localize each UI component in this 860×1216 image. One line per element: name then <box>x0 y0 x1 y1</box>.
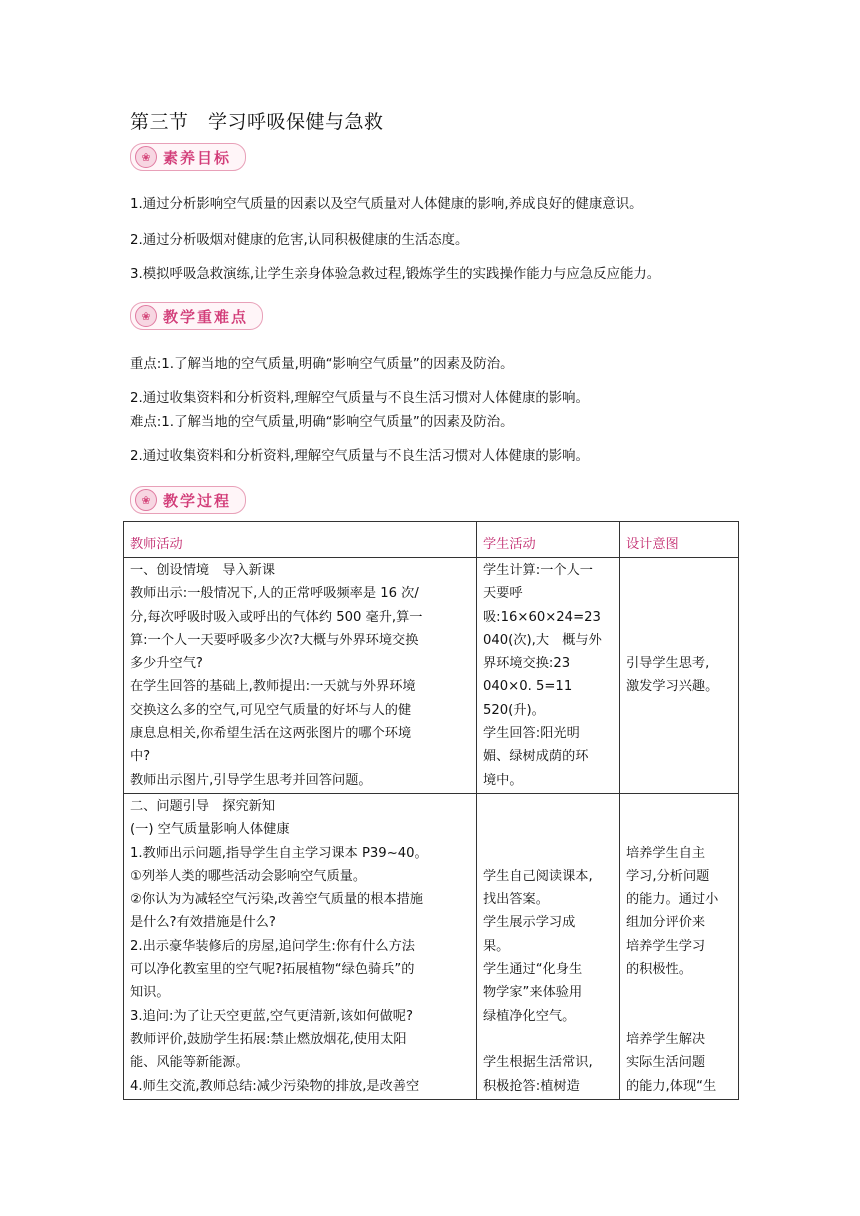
keypoint-item: 2.通过收集资料和分析资料,理解空气质量与不良生活习惯对人体健康的影响。 <box>130 391 589 406</box>
cell-line: 培养学生学习 <box>626 938 706 954</box>
section-badge-process <box>130 486 246 514</box>
cell-line: 找出答案。 <box>483 892 549 908</box>
cell-line: 媚、绿树成荫的环 <box>483 749 589 765</box>
goal-item: 3.模拟呼吸急救演练,让学生亲身体验急救过程,锻炼学生的实践操作能力与应急反应能力。 <box>130 267 661 282</box>
cell-line: 教师评价,鼓励学生拓展:禁止燃放烟花,使用太阳 <box>130 1031 407 1047</box>
student-cell <box>477 558 620 794</box>
cell-line: 培养学生自主 <box>626 845 706 861</box>
cell-line: 学生自己阅读课本, <box>483 868 593 884</box>
cell-line: 物学家”来体验用 <box>483 985 583 1001</box>
cell-line: 绿植净化空气。 <box>483 1008 576 1024</box>
cell-line: 2.出示豪华装修后的房屋,追问学生:你有什么方法 <box>130 938 415 954</box>
cell-line: 学生回答:阳光明 <box>483 726 580 742</box>
cell-line: ①列举人类的哪些活动会影响空气质量。 <box>130 868 367 884</box>
cell-line: 学习,分析问题 <box>626 868 710 884</box>
keypoint-item: 难点:1.了解当地的空气质量,明确“影响空气质量”的因素及防治。 <box>130 415 514 430</box>
intent-cell <box>620 558 739 794</box>
cell-line <box>626 981 732 1004</box>
goal-item: 1.通过分析影响空气质量的因素以及空气质量对人体健康的影响,养成良好的健康意识。 <box>130 197 643 212</box>
cell-line: 实际生活问题 <box>626 1055 706 1071</box>
cell-line <box>483 842 613 865</box>
cell-line: 的能力。通过小 <box>626 892 719 908</box>
cell-line: 学生计算:一个人一 <box>483 563 593 578</box>
cell-line: 的能力,体现“生 <box>626 1078 717 1094</box>
cell-line <box>626 818 732 841</box>
cell-line <box>626 795 732 818</box>
section-badge-goals <box>130 143 246 171</box>
cell-line: 多少升空气? <box>130 656 203 672</box>
flower-icon: ❀ <box>135 489 157 511</box>
section-badge-label: 教学重难点 <box>163 307 249 326</box>
table-header-row <box>124 522 739 558</box>
header-teacher: 教师活动 <box>124 522 477 558</box>
cell-line: 交换这么多的空气,可见空气质量的好坏与人的健 <box>130 702 412 718</box>
intent-cell <box>620 793 739 1099</box>
cell-line: 吸:16×60×24=23 <box>483 609 601 625</box>
student-cell <box>477 793 620 1099</box>
cell-line: 积极抢答:植树造 <box>483 1078 580 1094</box>
header-student: 学生活动 <box>477 522 620 558</box>
cell-line: 学生展示学习成 <box>483 915 576 931</box>
cell-line: 040×0. 5=11 <box>483 679 573 695</box>
table-row <box>124 558 739 794</box>
cell-line: 天要呼 <box>483 586 523 602</box>
cell-line: 是什么?有效措施是什么? <box>130 915 276 931</box>
cell-line: 学生根据生活常识, <box>483 1055 593 1071</box>
page-title: 第三节 学习呼吸保健与急救 <box>130 111 384 133</box>
cell-line: ②你认为为减轻空气污染,改善空气质量的根本措施 <box>130 892 423 908</box>
cell-line: 能、风能等新能源。 <box>130 1055 249 1071</box>
teacher-cell <box>124 793 477 1099</box>
cell-line: 中? <box>130 749 151 765</box>
cell-line <box>483 818 613 841</box>
cell-line: (一) 空气质量影响人体健康 <box>130 822 290 838</box>
cell-line: 4.师生交流,教师总结:减少污染物的排放,是改善空 <box>130 1078 420 1094</box>
flower-icon: ❀ <box>135 305 157 327</box>
header-intent: 设计意图 <box>620 522 739 558</box>
cell-line <box>483 1028 613 1051</box>
cell-line: 学生通过“化身生 <box>483 962 583 978</box>
teacher-cell <box>124 558 477 794</box>
cell-line: 可以净化教室里的空气呢?拓展植物“绿色骑兵”的 <box>130 962 415 978</box>
cell-line: 1.教师出示问题,指导学生自主学习课本 P39~40。 <box>130 845 428 861</box>
cell-line: 一、创设情境 导入新课 <box>130 563 276 578</box>
cell-line <box>626 1005 732 1028</box>
cell-line: 知识。 <box>130 985 170 1001</box>
flower-icon: ❀ <box>135 146 157 168</box>
cell-line: 分,每次呼吸时吸入或呼出的气体约 500 毫升,算一 <box>130 609 423 625</box>
cell-line: 的积极性。 <box>626 962 692 978</box>
section-badge-label: 教学过程 <box>163 491 232 510</box>
cell-line: 二、问题引导 探究新知 <box>130 798 276 814</box>
cell-line: 激发学习兴趣。 <box>626 679 719 695</box>
cell-line: 520(升)。 <box>483 702 545 718</box>
cell-line: 界环境交换:23 <box>483 656 571 672</box>
cell-line: 3.追问:为了让天空更蓝,空气更清新,该如何做呢? <box>130 1008 413 1024</box>
cell-line: 引导学生思考, <box>626 656 710 672</box>
keypoint-item: 2.通过收集资料和分析资料,理解空气质量与不良生活习惯对人体健康的影响。 <box>130 449 589 464</box>
cell-line: 教师出示图片,引导学生思考并回答问题。 <box>130 772 372 788</box>
section-badge-label: 素养目标 <box>163 148 232 167</box>
cell-line: 康息息相关,你希望生活在这两张图片的哪个环境 <box>130 726 412 742</box>
section-badge-keypoints <box>130 302 263 330</box>
cell-line: 040(次),大 概与外 <box>483 632 602 648</box>
goal-item: 2.通过分析吸烟对健康的危害,认同积极健康的生活态度。 <box>130 233 469 248</box>
lesson-process-table <box>123 521 739 1100</box>
table-row <box>124 793 739 1099</box>
cell-line: 教师出示:一般情况下,人的正常呼吸频率是 16 次/ <box>130 586 419 602</box>
cell-line <box>483 795 613 818</box>
cell-line: 算:一个人一天要呼吸多少次?大概与外界环境交换 <box>130 632 419 648</box>
cell-line: 境中。 <box>483 772 523 788</box>
cell-line: 果。 <box>483 938 510 954</box>
cell-line: 培养学生解决 <box>626 1031 706 1047</box>
cell-line: 在学生回答的基础上,教师提出:一天就与外界环境 <box>130 679 416 695</box>
cell-line: 组加分评价来 <box>626 915 706 931</box>
keypoint-item: 重点:1.了解当地的空气质量,明确“影响空气质量”的因素及防治。 <box>130 357 514 372</box>
